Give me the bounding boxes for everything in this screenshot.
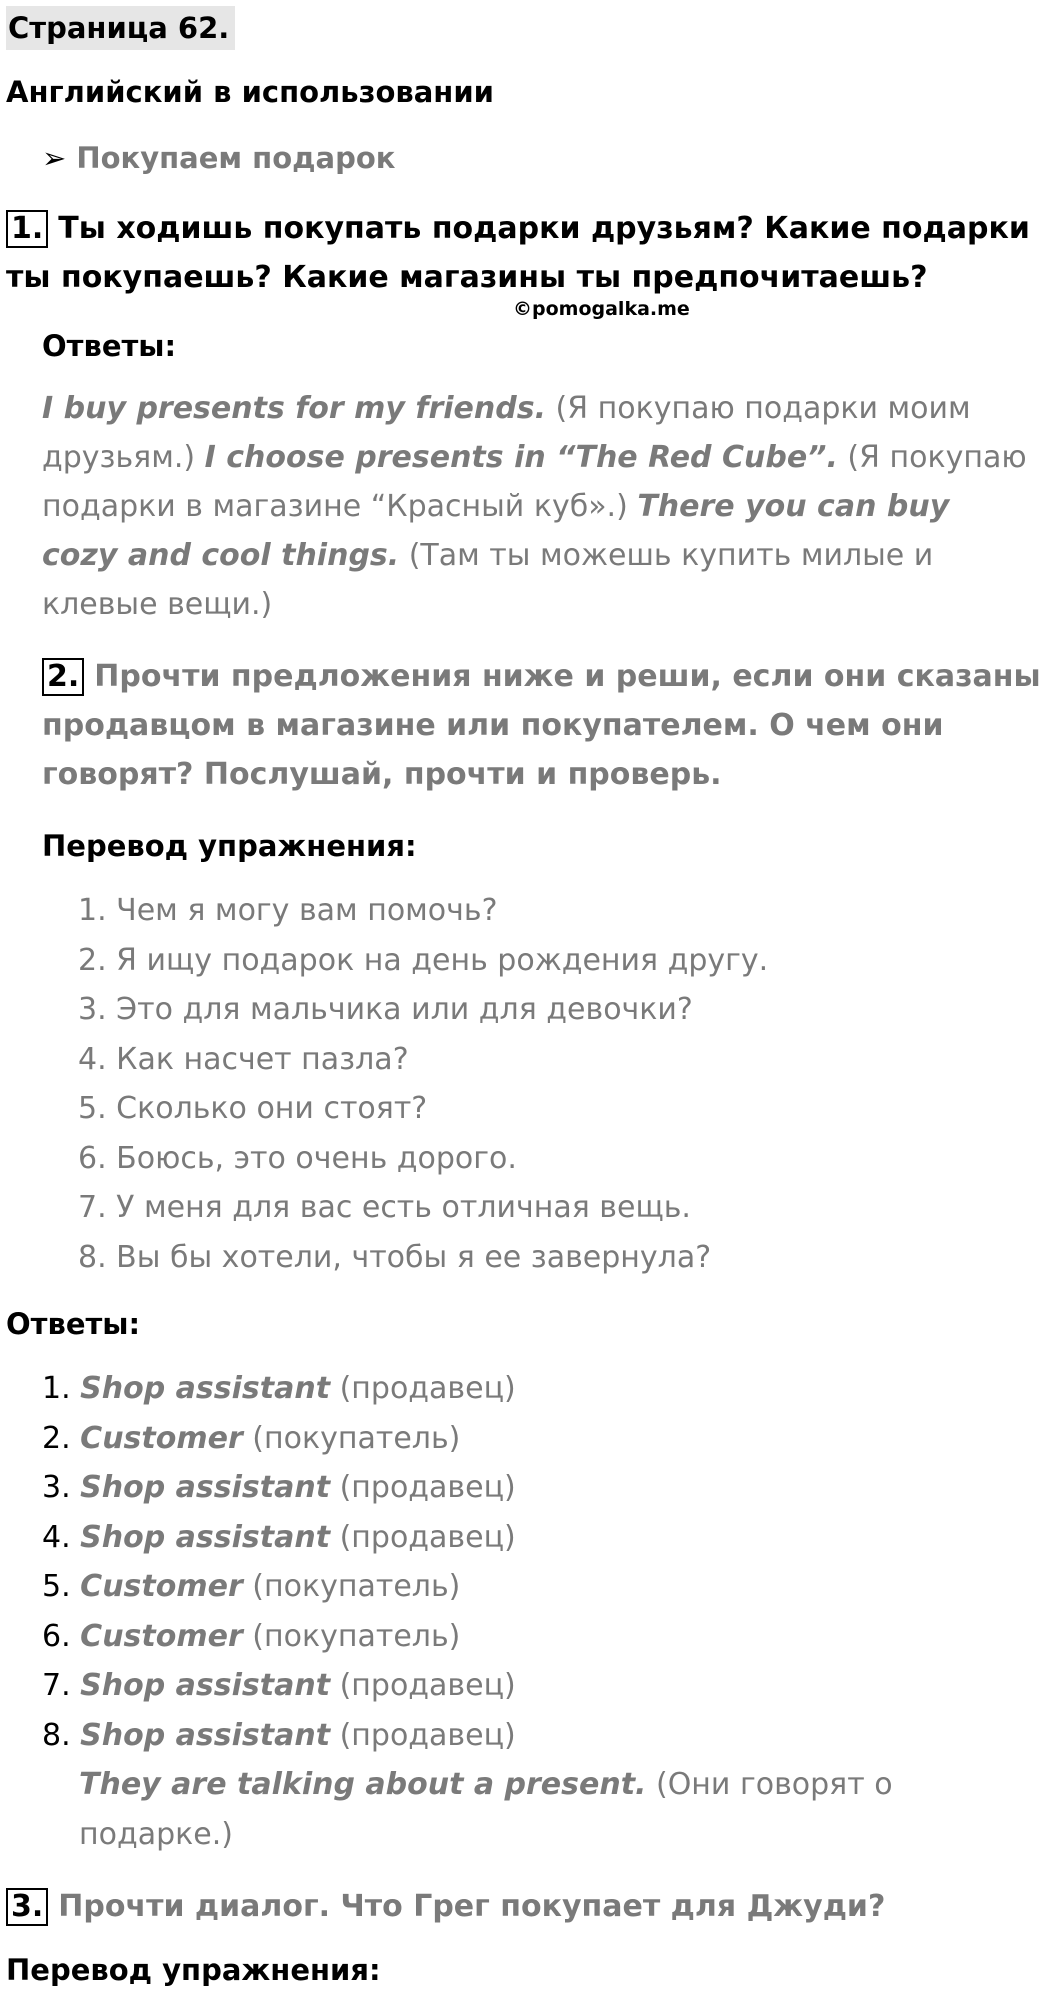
- list-item: [42, 1711, 893, 1761]
- list-item: 8. Вы бы хотели, чтобы я ее завернула?: [78, 1239, 712, 1275]
- arrow-bullet-icon: ➢: [42, 141, 67, 175]
- item-ru: (продавец): [330, 1371, 516, 1406]
- list-item: 1. Чем я могу вам помочь?: [78, 893, 498, 928]
- item-ru: (покупатель): [242, 1618, 461, 1654]
- list-item: [42, 1612, 893, 1662]
- item-number: 5.: [42, 1569, 81, 1604]
- item-en: Shop assistant: [80, 1371, 331, 1406]
- item-ru: (продавец): [330, 1717, 516, 1753]
- list-item: [42, 1414, 893, 1464]
- item-number: 1.: [42, 1371, 81, 1406]
- answer-1-ru-1: (Я покупаю подарки моим: [545, 391, 971, 426]
- page-label: Страница 62.: [6, 6, 235, 50]
- summary-ru: (Они говорят о: [646, 1767, 893, 1802]
- subsection-title-text: Покупаем подарок: [76, 141, 396, 175]
- answers-2-heading: Ответы:: [6, 1307, 141, 1341]
- task-1-line1: Ты ходишь покупать подарки друзьям? Какие подарки: [58, 211, 1030, 246]
- list-item: [42, 1562, 893, 1612]
- summary-line-2: подарке.): [79, 1816, 233, 1852]
- task-1-number: 1.: [6, 210, 48, 248]
- answer-1-ru-2: друзьям.): [42, 440, 205, 475]
- list-item: 2. Я ищу подарок на день рождения другу.: [78, 942, 769, 978]
- item-number: 3.: [42, 1470, 81, 1505]
- item-en: Customer: [80, 1569, 243, 1604]
- item-en: Shop assistant: [80, 1668, 331, 1703]
- section-title: Английский в использовании: [6, 75, 494, 109]
- item-number: 2.: [42, 1420, 81, 1456]
- answer-1-en-3: There you can buy: [637, 489, 950, 524]
- task-2: [42, 652, 1041, 799]
- item-number: 8.: [42, 1717, 81, 1753]
- answer-1-ru-4: подарки в магазине “Красный куб».): [42, 489, 638, 524]
- translation-heading-2: Перевод упражнения:: [6, 1953, 381, 1987]
- item-ru: (покупатель): [242, 1569, 461, 1604]
- list-item: 6. Боюсь, это очень дорого.: [78, 1140, 517, 1176]
- translation-heading: Перевод упражнения:: [42, 829, 417, 863]
- list-item: 3. Это для мальчика или для девочки?: [78, 992, 693, 1027]
- item-ru: (продавец): [330, 1519, 516, 1555]
- task-1-line2: ты покупаешь? Какие магазины ты предпочитаешь?: [6, 260, 928, 295]
- item-ru: (покупатель): [242, 1420, 461, 1456]
- list-item: 7. У меня для вас есть отличная вещь.: [78, 1190, 691, 1225]
- answer-1-en-1: I buy presents for my friends.: [42, 391, 546, 426]
- list-item: 5. Сколько они стоят?: [78, 1091, 428, 1126]
- item-ru: (продавец): [330, 1470, 516, 1505]
- translation-list: [78, 886, 768, 1282]
- watermark: ©pomogalka.me: [513, 298, 690, 320]
- item-en: Shop assistant: [80, 1717, 331, 1753]
- item-en: Shop assistant: [80, 1519, 331, 1555]
- answers-2-list: [42, 1364, 893, 1859]
- list-item: [42, 1463, 893, 1513]
- answer-1-en-4: cozy and cool things.: [42, 538, 400, 573]
- list-item: 4. Как насчет пазла?: [78, 1041, 409, 1077]
- answer-1-ru-6: клевые вещи.): [42, 587, 273, 622]
- answers-1-heading: Ответы:: [42, 329, 177, 363]
- task-2-line2: продавцом в магазине или покупателем. О чем они: [42, 708, 944, 743]
- list-item: [42, 1661, 893, 1711]
- task-2-line1: Прочти предложения ниже и реши, если они сказаны: [94, 659, 1041, 694]
- list-item: [42, 1513, 893, 1563]
- task-2-number: 2.: [42, 658, 84, 696]
- answer-1-ru-3: (Я покупаю: [837, 440, 1027, 475]
- subsection-title: [42, 138, 395, 178]
- answer-1-ru-5: (Там ты можешь купить милые и: [399, 538, 934, 573]
- summary-en: They are talking about a present.: [79, 1767, 647, 1802]
- item-number: 6.: [42, 1618, 81, 1654]
- item-en: Customer: [80, 1420, 243, 1456]
- task-2-line3: говорят? Послушай, прочти и проверь.: [42, 757, 722, 792]
- item-number: 7.: [42, 1668, 81, 1703]
- item-en: Customer: [80, 1618, 243, 1654]
- item-en: Shop assistant: [80, 1470, 331, 1505]
- list-item: [42, 1364, 893, 1414]
- item-number: 4.: [42, 1519, 81, 1555]
- task-3-line1: Прочти диалог. Что Грег покупает для Джуди?: [58, 1889, 886, 1924]
- item-ru: (продавец): [330, 1668, 516, 1703]
- task-3-number: 3.: [6, 1888, 48, 1926]
- answers-1-text: [42, 384, 1027, 629]
- task-3: [6, 1882, 885, 1931]
- task-1: [6, 204, 1030, 302]
- summary-line-1: [42, 1760, 893, 1810]
- answer-1-en-2: I choose presents in “The Red Cube”.: [204, 440, 838, 475]
